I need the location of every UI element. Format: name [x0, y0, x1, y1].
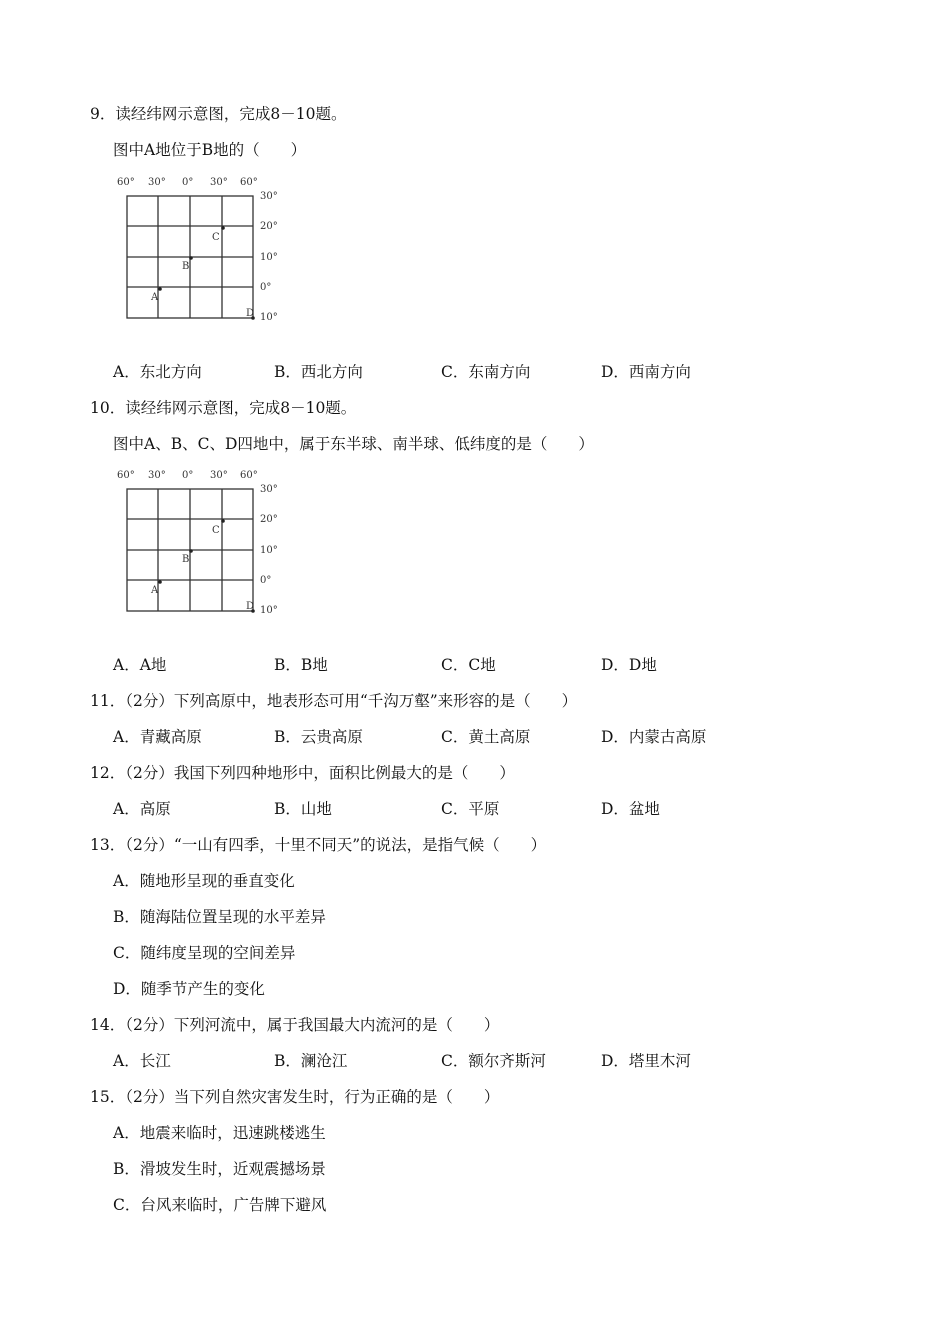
q15-option-b: B．滑坡发生时，近观震撼场景: [113, 1160, 326, 1178]
top-label-1: 60°: [117, 470, 135, 481]
top-label-3: 0°: [182, 177, 194, 188]
q10-option-d: D．D地: [601, 656, 657, 674]
q11-option-d: D．内蒙古高原: [601, 728, 707, 746]
q11-option-a: A．青藏高原: [113, 728, 202, 746]
question-14-stem: 14．（2分）下列河流中，属于我国最大内流河的是（ ）: [90, 1016, 500, 1034]
right-label-2: 20°: [260, 221, 278, 232]
q11-option-c: C．黄土高原: [441, 728, 531, 746]
question-11-stem: 11．（2分）下列高原中，地表形态可用“千沟万壑”来形容的是（ ）: [90, 692, 578, 710]
q13-option-c: C．随纬度呈现的空间差异: [113, 944, 296, 962]
top-label-5: 60°: [240, 470, 258, 481]
q10-option-a: A．A地: [113, 656, 167, 674]
question-10-prompt: 图中A、B、C、D四地中，属于东半球、南半球、低纬度的是（ ）: [113, 435, 594, 453]
q14-option-d: D．塔里木河: [601, 1052, 691, 1070]
q9-option-d: D．西南方向: [601, 363, 691, 381]
top-label-4: 30°: [210, 177, 228, 188]
q15-option-a: A．地震来临时，迅速跳楼逃生: [113, 1124, 326, 1142]
question-10-stem: 10．读经纬网示意图，完成8－10题。: [90, 399, 357, 417]
q9-option-c: C．东南方向: [441, 363, 531, 381]
point-d-label: D: [246, 308, 255, 319]
lat-long-grid-figure-1: [114, 172, 294, 322]
q15-option-c: C．台风来临时，广告牌下避风: [113, 1196, 327, 1214]
point-a-label: A: [151, 292, 159, 303]
q10-option-b: B．B地: [274, 656, 328, 674]
right-label-1: 30°: [260, 484, 278, 495]
lat-long-grid-figure-2: [114, 465, 294, 615]
point-c-label: C: [212, 525, 220, 536]
q9-option-b: B．西北方向: [274, 363, 363, 381]
q14-option-a: A．长江: [113, 1052, 171, 1070]
point-c-label: C: [212, 232, 220, 243]
q9-option-a: A．东北方向: [113, 363, 202, 381]
q11-option-b: B．云贵高原: [274, 728, 363, 746]
q12-option-c: C．平原: [441, 800, 500, 818]
right-label-2: 20°: [260, 514, 278, 525]
question-9-stem: 9．读经纬网示意图，完成8－10题。: [90, 105, 347, 123]
point-b-label: B: [182, 261, 190, 272]
q13-option-a: A．随地形呈现的垂直变化: [113, 872, 295, 890]
question-15-stem: 15．（2分）当下列自然灾害发生时，行为正确的是（ ）: [90, 1088, 500, 1106]
q12-option-b: B．山地: [274, 800, 332, 818]
q12-option-a: A．高原: [113, 800, 171, 818]
top-label-1: 60°: [117, 177, 135, 188]
top-label-3: 0°: [182, 470, 194, 481]
top-label-4: 30°: [210, 470, 228, 481]
q13-option-d: D．随季节产生的变化: [113, 980, 265, 998]
q10-option-c: C．C地: [441, 656, 496, 674]
right-label-4: 0°: [260, 282, 272, 293]
right-label-3: 10°: [260, 545, 278, 556]
top-label-5: 60°: [240, 177, 258, 188]
right-label-3: 10°: [260, 252, 278, 263]
right-label-1: 30°: [260, 191, 278, 202]
q14-option-c: C．额尔齐斯河: [441, 1052, 546, 1070]
question-12-stem: 12．（2分）我国下列四种地形中，面积比例最大的是（ ）: [90, 764, 515, 782]
right-label-4: 0°: [260, 575, 272, 586]
q14-option-b: B．澜沧江: [274, 1052, 348, 1070]
question-13-stem: 13．（2分）“一山有四季，十里不同天”的说法，是指气候（ ）: [90, 836, 547, 854]
right-label-5: 10°: [260, 312, 278, 323]
question-9-prompt: 图中A地位于B地的（ ）: [113, 141, 307, 159]
q13-option-b: B．随海陆位置呈现的水平差异: [113, 908, 326, 926]
right-label-5: 10°: [260, 605, 278, 616]
top-label-2: 30°: [148, 177, 166, 188]
q12-option-d: D．盆地: [601, 800, 660, 818]
point-b-label: B: [182, 554, 190, 565]
top-label-2: 30°: [148, 470, 166, 481]
point-d-label: D: [246, 601, 255, 612]
point-a-label: A: [151, 585, 159, 596]
